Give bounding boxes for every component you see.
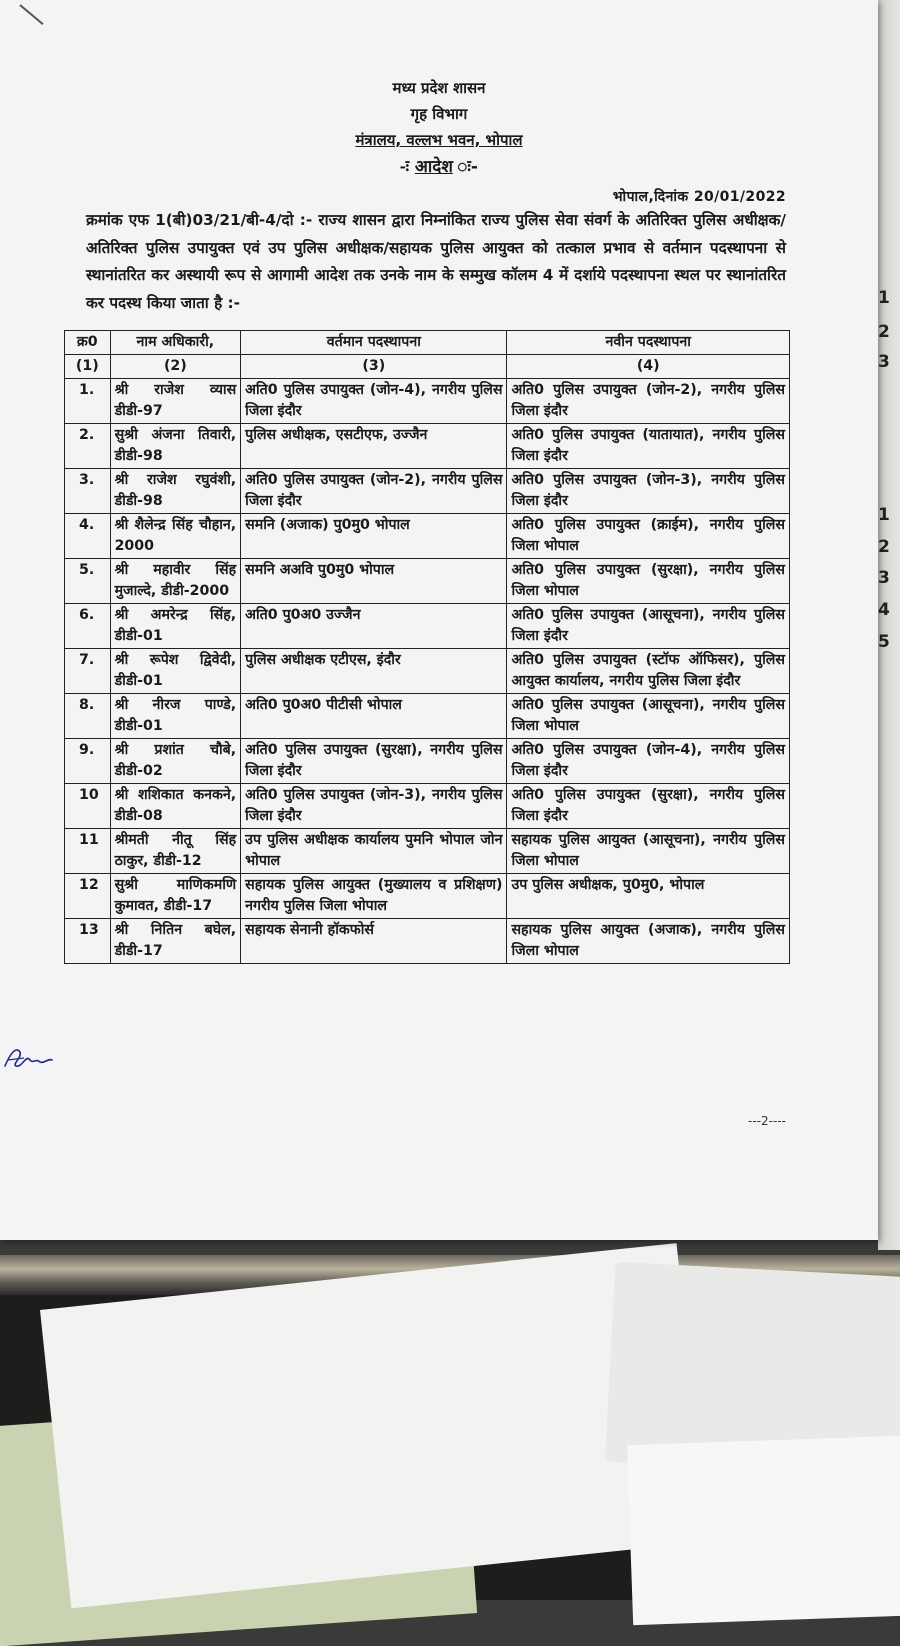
cell-new-posting: अति0 पुलिस उपायुक्त (जोन-2), नगरीय पुलिस जिला इंदौर [507,379,790,424]
cell-new-posting: अति0 पुलिस उपायुक्त (क्राईम), नगरीय पुलिस जिला भोपाल [507,514,790,559]
col-header-sno: क्र0 [65,331,111,355]
cell-new-posting: अति0 पुलिस उपायुक्त (आसूचना), नगरीय पुलिस जिला भोपाल [507,694,790,739]
col-number: (2) [110,355,241,379]
cell-current-posting: सहायक पुलिस आयुक्त (मुख्यालय व प्रशिक्षण) नगरीय पुलिस जिला भोपाल [241,874,507,919]
department-title: गृह विभाग [410,105,468,123]
cell-new-posting: अति0 पुलिस उपायुक्त (जोन-3), नगरीय पुलिस जिला इंदौर [507,469,790,514]
cell-officer-name: श्री शैलेन्द्र सिंह चौहान, 2000 [110,514,241,559]
col-number: (1) [65,355,111,379]
underlying-page-edge [878,0,900,1250]
cell-new-posting: अति0 पुलिस उपायुक्त (स्टॉफ ऑफिसर), पुलिस आयुक्त कार्यालय, नगरीय पुलिस जिला इंदौर [507,649,790,694]
cell-officer-name: श्री रूपेश द्विवेदी, डीडी-01 [110,649,241,694]
cell-sno: 3. [65,469,111,514]
cell-new-posting: अति0 पुलिस उपायुक्त (सुरक्षा), नगरीय पुलिस जिला भोपाल [507,559,790,604]
edge-digit: 5 [878,632,890,652]
cell-new-posting: अति0 पुलिस उपायुक्त (यातायात), नगरीय पुलिस जिला इंदौर [507,424,790,469]
table-row [65,739,790,784]
cell-officer-name: श्री राजेश व्यास डीडी-97 [110,379,241,424]
table-row [65,514,790,559]
cell-sno: 6. [65,604,111,649]
transfer-table [64,330,790,964]
cell-sno: 1. [65,379,111,424]
order-date: भोपाल,दिनांक 20/01/2022 [612,189,786,205]
table-row [65,919,790,964]
cell-sno: 12 [65,874,111,919]
cell-new-posting: अति0 पुलिस उपायुक्त (जोन-4), नगरीय पुलिस जिला इंदौर [507,739,790,784]
cell-officer-name: श्री अमरेन्द्र सिंह, डीडी-01 [110,604,241,649]
office-address: मंत्रालय, वल्लभ भवन, भोपाल [355,131,523,149]
cell-new-posting: उप पुलिस अधीक्षक, पु0मु0, भोपाल [507,874,790,919]
cell-sno: 11 [65,829,111,874]
table-row [65,424,790,469]
cell-current-posting: अति0 पुलिस उपायुक्त (जोन-4), नगरीय पुलिस जिला इंदौर [241,379,507,424]
cell-officer-name: श्री शशिकात कनकने, डीडी-08 [110,784,241,829]
order-heading: -ः आदेश ः- [400,157,478,177]
col-header-new: नवीन पदस्थापना [507,331,790,355]
cell-current-posting: पुलिस अधीक्षक एटीएस, इंदौर [241,649,507,694]
cell-officer-name: श्री नितिन बघेल, डीडी-17 [110,919,241,964]
table-row [65,604,790,649]
edge-digit: 3 [878,568,890,588]
table-row [65,469,790,514]
cell-current-posting: सहायक सेनानी हॉकफोर्स [241,919,507,964]
cell-current-posting: अति0 पु0अ0 पीटीसी भोपाल [241,694,507,739]
cell-current-posting: अति0 पुलिस उपायुक्त (जोन-2), नगरीय पुलिस जिला इंदौर [241,469,507,514]
cell-sno: 8. [65,694,111,739]
edge-digit: 1 [878,505,890,525]
table-row [65,874,790,919]
cell-sno: 7. [65,649,111,694]
cell-sno: 13 [65,919,111,964]
cell-current-posting: अति0 पुलिस उपायुक्त (जोन-3), नगरीय पुलिस जिला इंदौर [241,784,507,829]
cell-sno: 4. [65,514,111,559]
order-paragraph: क्रमांक एफ 1(बी)03/21/बी-4/दो :- राज्य शासन द्वारा निम्नांकित राज्य पुलिस सेवा संवर्ग के अतिरिक्त पुलिस अधीक्षक/अतिरिक्त पुलिस उपायुक्त एवं उप पुलिस अधीक्षक/सहायक पुलिस आयुक्त को तत्काल प्रभाव से वर्तमान पदस्थापना से स्थानांतरित कर अस्थायी रूप से आगामी आदेश तक उनके नाम के सम्मुख कॉलम 4 में दर्शाये पदस्थापना स्थल पर स्थानांतरित कर पदस्थ किया जाता है :- [86,211,786,312]
col-header-current: वर्तमान पदस्थापना [241,331,507,355]
table-row [65,559,790,604]
cell-current-posting: अति0 पुलिस उपायुक्त (सुरक्षा), नगरीय पुलिस जिला इंदौर [241,739,507,784]
table-header-row [65,331,790,355]
table-row [65,649,790,694]
table-row [65,694,790,739]
cell-current-posting: उप पुलिस अधीक्षक कार्यालय पुमनि भोपाल जोन भोपाल [241,829,507,874]
cell-sno: 10 [65,784,111,829]
cell-new-posting: अति0 पुलिस उपायुक्त (आसूचना), नगरीय पुलिस जिला इंदौर [507,604,790,649]
edge-digit: 4 [878,600,890,620]
edge-digit: 3 [878,352,890,372]
edge-digit: 1 [878,288,890,308]
table-row [65,784,790,829]
edge-digit: 2 [878,322,890,342]
loose-paper [627,1435,900,1625]
cell-officer-name: सुश्री अंजना तिवारी, डीडी-98 [110,424,241,469]
cell-officer-name: श्री महावीर सिंह मुजाल्दे, डीडी-2000 [110,559,241,604]
edge-digit: 2 [878,537,890,557]
col-header-name: नाम अधिकारी, [110,331,241,355]
col-number: (4) [507,355,790,379]
table-colnum-row [65,355,790,379]
handwritten-signature [2,1040,54,1074]
col-number: (3) [241,355,507,379]
cell-sno: 5. [65,559,111,604]
table-row [65,379,790,424]
cell-current-posting: अति0 पु0अ0 उज्जैन [241,604,507,649]
cell-new-posting: अति0 पुलिस उपायुक्त (सुरक्षा), नगरीय पुलिस जिला इंदौर [507,784,790,829]
cell-sno: 9. [65,739,111,784]
govt-title: मध्य प्रदेश शासन [392,79,486,97]
corner-mark [19,4,43,25]
page-marker: ---2---- [748,1114,786,1128]
cell-current-posting: समनि (अजाक) पु0मु0 भोपाल [241,514,507,559]
cell-officer-name: श्री नीरज पाण्डे, डीडी-01 [110,694,241,739]
cell-officer-name: श्रीमती नीतू सिंह ठाकुर, डीडी-12 [110,829,241,874]
cell-sno: 2. [65,424,111,469]
cell-current-posting: पुलिस अधीक्षक, एसटीएफ, उज्जैन [241,424,507,469]
cell-officer-name: श्री राजेश रघुवंशी, डीडी-98 [110,469,241,514]
cell-current-posting: समनि अअवि पु0मु0 भोपाल [241,559,507,604]
cell-officer-name: सुश्री माणिकमणि कुमावत, डीडी-17 [110,874,241,919]
cell-new-posting: सहायक पुलिस आयुक्त (अजाक), नगरीय पुलिस जिला भोपाल [507,919,790,964]
table-row [65,829,790,874]
cell-new-posting: सहायक पुलिस आयुक्त (आसूचना), नगरीय पुलिस जिला भोपाल [507,829,790,874]
cell-officer-name: श्री प्रशांत चौबे, डीडी-02 [110,739,241,784]
